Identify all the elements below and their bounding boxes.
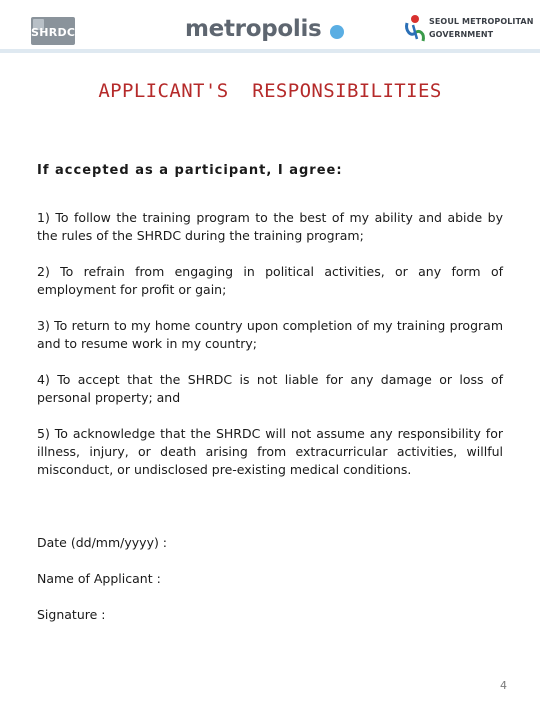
date-label: Date (dd/mm/yyyy) : <box>37 535 168 550</box>
metropolis-logo-text: metropolis <box>185 16 322 42</box>
responsibility-item-5: 5) To acknowledge that the SHRDC will not assume any responsibility for illness, injury, or death arising from extracurricular activities, willful misconduct, or undisclosed pre-existing medical conditions. <box>37 426 503 477</box>
shrdc-logo <box>31 17 75 45</box>
seoul-government-logo <box>403 13 534 45</box>
responsibility-item-1: 1) To follow the training program to the best of my ability and abide by the rules of the SHRDC during the training program; <box>37 210 503 243</box>
page-number: 4 <box>500 679 507 692</box>
page-title: APPLICANT'S RESPONSIBILITIES <box>98 80 442 102</box>
seoul-logo-line1: SEOUL METROPOLITAN <box>429 17 534 26</box>
page-header <box>0 0 540 52</box>
responsibility-item-3: 3) To return to my home country upon completion of my training program and to resume work in my country; <box>37 318 503 351</box>
metropolis-logo <box>185 12 344 46</box>
applicant-name-label: Name of Applicant : <box>37 571 161 586</box>
metropolis-dot-icon <box>330 25 344 39</box>
shrdc-logo-text: SHRDC <box>31 26 76 39</box>
seoul-logo-line2: GOVERNMENT <box>429 30 494 39</box>
agreement-intro: If accepted as a participant, I agree: <box>37 163 343 178</box>
seoul-emblem-icon <box>403 13 427 45</box>
header-divider <box>0 49 540 53</box>
responsibility-item-2: 2) To refrain from engaging in political activities, or any form of employment for profit or gain; <box>37 264 503 297</box>
signature-label: Signature : <box>37 607 106 622</box>
responsibility-item-4: 4) To accept that the SHRDC is not liable for any damage or loss of personal property; and <box>37 372 503 405</box>
